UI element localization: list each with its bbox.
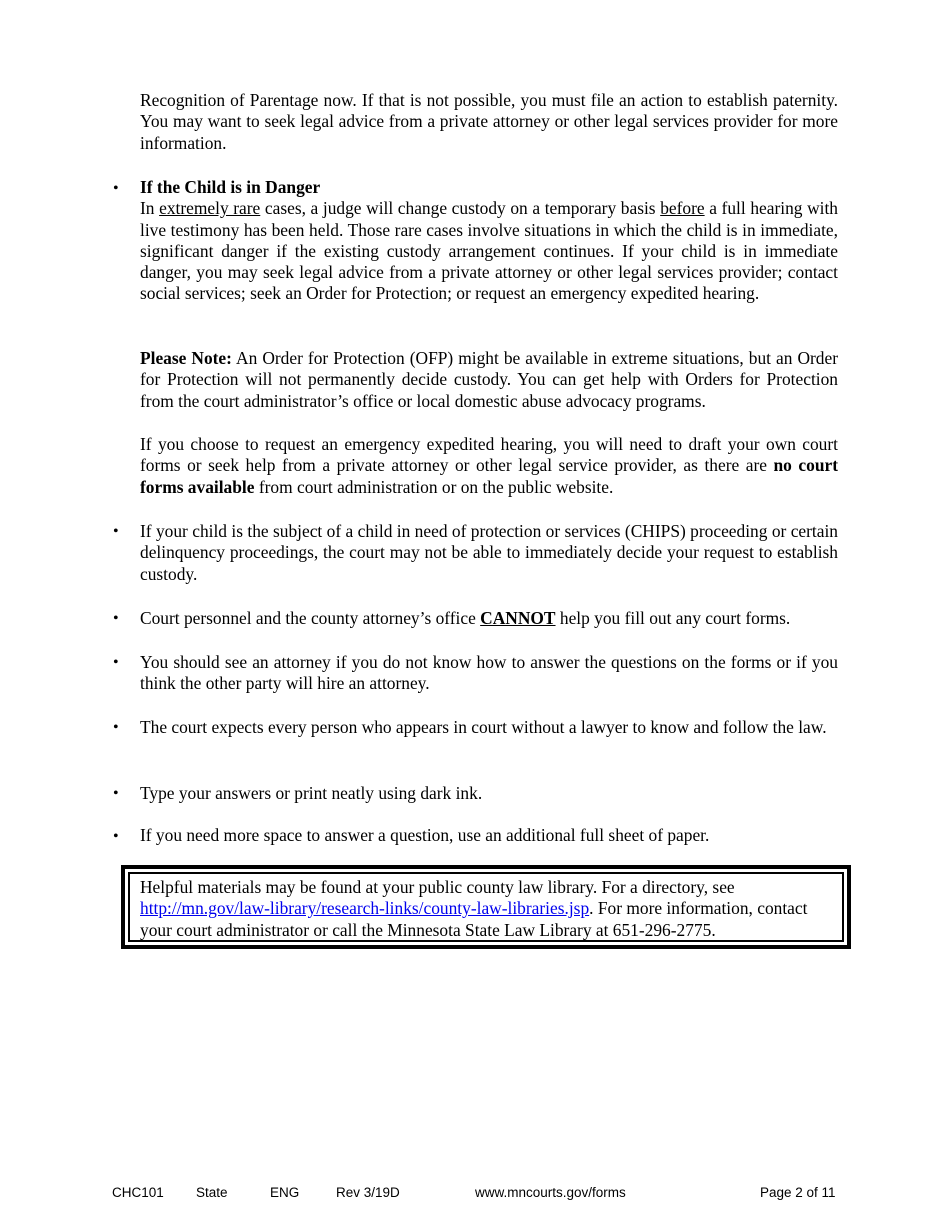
chips-paragraph: If your child is the subject of a child in need of protection or services (CHIPS) proceeding or certain delinquency proceedings, the court may not be able to immediately decide your request to establish custody. xyxy=(140,521,838,584)
footer-scope: State xyxy=(196,1185,228,1200)
please-note-label: Please Note: xyxy=(140,348,232,368)
bullet-marker: • xyxy=(113,654,119,671)
cannot-bold: CANNOT xyxy=(480,608,556,628)
bullet-marker: • xyxy=(113,719,119,736)
intro-paragraph: Recognition of Parentage now. If that is not possible, you must file an action to establish paternity. You may want to seek legal advice from a private attorney or other legal services provider for more information. xyxy=(140,90,838,153)
danger-section xyxy=(140,177,838,305)
danger-heading: If the Child is in Danger xyxy=(140,177,321,197)
personnel-text-b: help you fill out any court forms. xyxy=(555,608,791,628)
law-library-link[interactable]: http://mn.gov/law-library/research-links/county-law-libraries.jsp xyxy=(140,898,590,919)
bullet-marker: • xyxy=(113,828,119,845)
personnel-text-a: Court personnel and the county attorney’s office xyxy=(140,608,481,628)
expedited-text-b: from court administration or on the public website. xyxy=(254,476,614,497)
more-space-paragraph: If you need more space to answer a question, use an additional full sheet of paper. xyxy=(140,825,710,845)
danger-underline-before: before xyxy=(660,198,705,219)
danger-text-a: In xyxy=(140,198,160,219)
please-note-text: An Order for Protection (OFP) might be available in extreme situations, but an Order for Protection will not permanently decide custody. You can get help with Orders for Protection from the court administrator’s office or local domestic abuse advocacy programs. xyxy=(140,348,839,411)
please-note-paragraph xyxy=(140,348,838,412)
court-expects-paragraph: The court expects every person who appears in court without a lawyer to know and follow the law. xyxy=(140,717,827,737)
footer-revision: Rev 3/19D xyxy=(336,1185,400,1200)
court-personnel-paragraph xyxy=(140,608,838,629)
footer-page-number: Page 2 of 11 xyxy=(760,1185,836,1200)
bullet-marker: • xyxy=(113,610,119,627)
type-answers-paragraph: Type your answers or print neatly using dark ink. xyxy=(140,783,483,803)
expedited-text-a: If you choose to request an emergency expedited hearing, you will need to draft your own court forms or seek help from a private attorney or other legal service provider, as there are xyxy=(140,434,838,476)
attorney-paragraph: You should see an attorney if you do not know how to answer the questions on the forms or if you think the other party will hire an attorney. xyxy=(140,652,838,694)
footer-website: www.mncourts.gov/forms xyxy=(475,1185,626,1200)
expedited-hearing-paragraph xyxy=(140,434,838,498)
bullet-marker: • xyxy=(113,785,119,802)
footer-language: ENG xyxy=(270,1185,300,1200)
footer-form-id: CHC101 xyxy=(112,1185,164,1200)
danger-text-c: a full hearing with live testimony has been held. Those rare cases involve situations in which the child is in immediate, significant danger if the existing custody arrangement continues. If your child is in immediate danger, you may seek legal advice from a private attorney or other legal services provider; contact social services; seek an Order for Protection; or request an emergency expedited hearing. xyxy=(140,198,838,304)
no-court-forms-bold: no court forms available xyxy=(140,455,838,497)
law-library-text-a: Helpful materials may be found at your public county law library. For a directory, see xyxy=(140,877,735,897)
danger-text-b: cases, a judge will change custody on a temporary basis xyxy=(260,198,661,219)
law-library-text xyxy=(140,877,830,941)
law-library-text-b: . For more information, contact your court administrator or call the Minnesota State Law Library at 651-296-2775. xyxy=(140,898,808,940)
danger-underline-extremely-rare: extremely rare xyxy=(159,198,261,219)
bullet-marker: • xyxy=(113,180,119,197)
bullet-marker: • xyxy=(113,523,119,540)
